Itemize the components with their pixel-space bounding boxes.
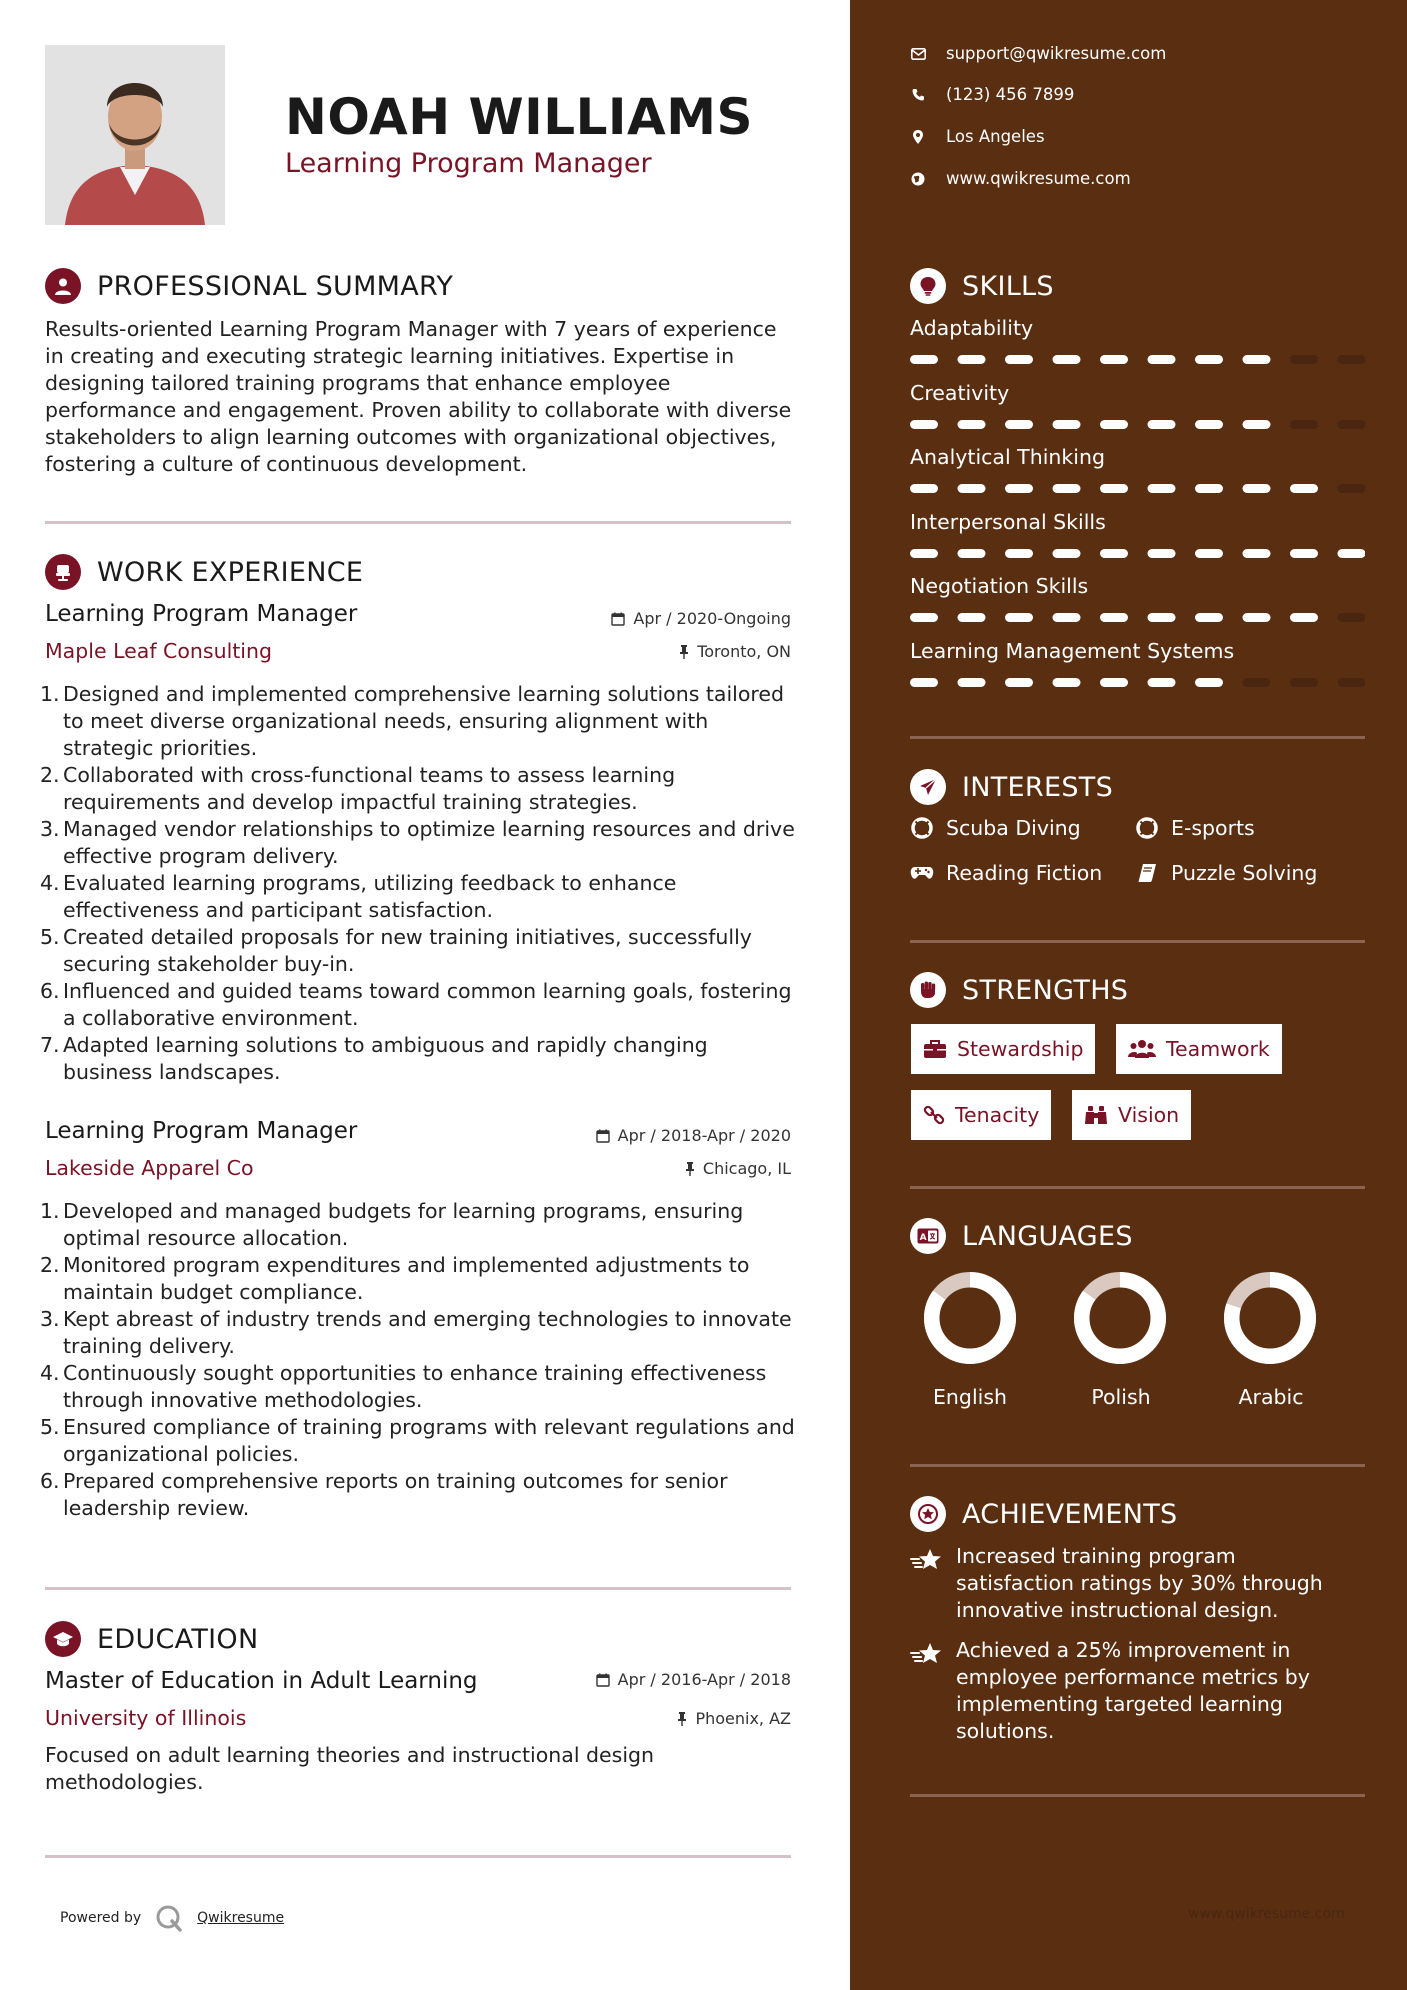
- languages-heading: LANGUAGES: [962, 1220, 1133, 1252]
- skill-level-segment: [1338, 420, 1366, 429]
- achievement-item: [910, 1637, 1350, 1745]
- skill-level-segment: [1243, 613, 1271, 622]
- divider: [45, 1587, 791, 1590]
- skill-level-segment: [1338, 678, 1366, 687]
- skill-level-segment: [1195, 355, 1223, 364]
- lifebuoy-icon: [1135, 816, 1159, 840]
- strength-tag: [1116, 1024, 1282, 1074]
- fist-icon: [910, 972, 946, 1008]
- skill-name: Adaptability: [910, 316, 1034, 340]
- skill-level-segment: [1148, 549, 1176, 558]
- interest-item: [1135, 816, 1255, 840]
- job-location: [679, 642, 791, 661]
- skill-level-segment: [1005, 549, 1033, 558]
- list-text: Designed and implemented comprehensive learning solutions tailored to meet diverse organizational needs, ensuring alignment with strategic priorities.: [63, 682, 785, 760]
- summary-text: Results-oriented Learning Program Manager with 7 years of experience in creating and executing strategic learning initiatives. Expertise in designing tailored training programs that enhance employee performance and engagement. Proven ability to collaborate with diverse stakeholders to align learning outcomes with organizational objectives, fostering a culture of continuous development.: [45, 317, 792, 476]
- interests-header: [910, 769, 1113, 805]
- skill-level-segment: [1148, 355, 1176, 364]
- language-ring-inner-edge: [940, 1288, 1000, 1348]
- profile-photo: [45, 45, 225, 225]
- list-text: Developed and managed budgets for learning programs, ensuring optimal resource allocation.: [63, 1199, 744, 1250]
- skill-level-segment: [958, 678, 986, 687]
- job-dates-text: Apr / 2020-Ongoing: [633, 609, 791, 628]
- pin-icon: [685, 1162, 695, 1176]
- list-number: 2.: [40, 1253, 60, 1277]
- phone-text: (123) 456 7899: [946, 85, 1075, 104]
- list-text: Monitored program expenditures and implemented adjustments to maintain budget compliance.: [63, 1253, 750, 1304]
- qwikresume-logo-icon: [155, 1904, 183, 1932]
- language-icon: [910, 1218, 946, 1254]
- skill-level-segment: [1338, 355, 1366, 364]
- skill-level-segment: [1195, 678, 1223, 687]
- list-item: [40, 1252, 800, 1306]
- summary-header: [45, 268, 453, 304]
- list-item: [40, 1198, 800, 1252]
- skill-level-segment: [1148, 484, 1176, 493]
- list-text: Continuously sought opportunities to enhance training effectiveness through innovative methodologies.: [63, 1361, 767, 1412]
- skill-level-segment: [1053, 549, 1081, 558]
- skill-level-segment: [1005, 678, 1033, 687]
- footer-site: www.qwikresume.com: [1188, 1906, 1345, 1922]
- skill-level-bar: [910, 678, 1365, 687]
- pin-icon: [677, 1712, 687, 1726]
- interests-heading: INTERESTS: [962, 771, 1114, 803]
- strength-label: Tenacity: [955, 1103, 1040, 1127]
- list-number: 4.: [40, 871, 60, 895]
- interest-label: Reading Fiction: [946, 861, 1103, 885]
- job-dates-text: Apr / 2018-Apr / 2020: [617, 1126, 791, 1145]
- skill-level-segment: [1338, 613, 1366, 622]
- list-item: [40, 816, 800, 870]
- skill-level-segment: [1053, 678, 1081, 687]
- language-name: Arabic: [1238, 1385, 1304, 1409]
- list-number: 3.: [40, 817, 60, 841]
- calendar-icon: [596, 1129, 610, 1143]
- list-item: [40, 870, 800, 924]
- skill-level-bar: [910, 484, 1365, 493]
- phone-icon: [910, 88, 926, 101]
- list-text: Evaluated learning programs, utilizing feedback to enhance effectiveness and participant satisfaction.: [63, 871, 677, 922]
- skill-level-segment: [1100, 678, 1128, 687]
- briefcase-chair-icon: [45, 554, 81, 590]
- list-number: 1.: [40, 1199, 60, 1223]
- divider: [45, 521, 791, 524]
- job-responsibilities: [40, 681, 800, 1086]
- location-text: Los Angeles: [946, 127, 1045, 146]
- svg-text:A: A: [919, 1233, 927, 1243]
- list-text: Kept abreast of industry trends and emerging technologies to innovate training delivery.: [63, 1307, 792, 1358]
- strength-tag: [911, 1090, 1051, 1140]
- list-number: 6.: [40, 979, 60, 1003]
- skill-level-segment: [958, 613, 986, 622]
- list-text: Collaborated with cross-functional teams to assess learning requirements and develop impactful training strategies.: [63, 763, 676, 814]
- list-item: [40, 1032, 800, 1086]
- skill-level-segment: [910, 355, 938, 364]
- divider: [45, 1855, 791, 1858]
- job-responsibilities: [40, 1198, 800, 1522]
- map-marker-icon: [910, 130, 926, 144]
- globe-icon: [910, 172, 926, 186]
- skill-level-segment: [1290, 613, 1318, 622]
- skill-level-segment: [1005, 613, 1033, 622]
- skill-level-segment: [1005, 420, 1033, 429]
- skill-level-segment: [1148, 613, 1176, 622]
- skill-level-segment: [1005, 355, 1033, 364]
- skill-level-segment: [1148, 678, 1176, 687]
- skill-level-segment: [1243, 420, 1271, 429]
- skill-level-segment: [910, 420, 938, 429]
- list-item: [40, 762, 800, 816]
- language-name: Polish: [1091, 1385, 1151, 1409]
- job-location-text: Chicago, IL: [702, 1159, 791, 1178]
- candidate-title: Learning Program Manager: [285, 148, 652, 179]
- experience-heading: WORK EXPERIENCE: [97, 556, 364, 588]
- skill-level-bar: [910, 549, 1365, 558]
- powered-by-label: Powered by: [60, 1910, 142, 1926]
- users-icon: [1128, 1039, 1156, 1059]
- skills-header: [910, 268, 1054, 304]
- skill-level-segment: [1290, 420, 1318, 429]
- skill-level-segment: [1195, 484, 1223, 493]
- school-name: University of Illinois: [45, 1706, 247, 1730]
- strength-tag: [1072, 1090, 1191, 1140]
- skill-name: Learning Management Systems: [910, 638, 1235, 663]
- education-location-text: Phoenix, AZ: [695, 1709, 791, 1728]
- interest-label: Puzzle Solving: [1171, 861, 1318, 885]
- list-text: Ensured compliance of training programs with relevant regulations and organizational policies.: [63, 1415, 795, 1466]
- list-item: [40, 1414, 800, 1468]
- website-text: www.qwikresume.com: [946, 169, 1131, 188]
- skill-level-bar: [910, 355, 1365, 364]
- list-text: Prepared comprehensive reports on training outcomes for senior leadership review.: [63, 1469, 728, 1520]
- star-badge-icon: [910, 1496, 946, 1532]
- skill-name: Negotiation Skills: [910, 574, 1089, 598]
- list-text: Managed vendor relationships to optimize learning resources and drive effective program delivery.: [63, 817, 795, 868]
- skill-level-segment: [1100, 355, 1128, 364]
- job-title: Learning Program Manager: [45, 1118, 358, 1144]
- skill-level-segment: [1243, 678, 1271, 687]
- list-text: Adapted learning solutions to ambiguous and rapidly changing business landscapes.: [63, 1033, 708, 1084]
- education-header: [45, 1621, 258, 1657]
- list-number: 3.: [40, 1307, 60, 1331]
- divider: [910, 940, 1365, 943]
- interest-item: [910, 816, 1081, 840]
- candidate-name: NOAH WILLIAMS: [285, 88, 753, 146]
- education-dates: [596, 1670, 791, 1689]
- language-name: English: [932, 1385, 1008, 1409]
- skill-level-segment: [1243, 484, 1271, 493]
- skill-level-segment: [1195, 420, 1223, 429]
- skill-name: Creativity: [910, 380, 1010, 405]
- skill-level-segment: [1005, 484, 1033, 493]
- education-heading: EDUCATION: [97, 1623, 259, 1655]
- skill-level-bar: [910, 613, 1365, 622]
- gamepad-icon: [910, 861, 934, 885]
- skill-level-segment: [1053, 484, 1081, 493]
- skill-level-segment: [1195, 549, 1223, 558]
- book-icon: [1135, 861, 1159, 885]
- list-item: [40, 1306, 800, 1360]
- envelope-icon: [910, 48, 926, 60]
- skill-level-segment: [958, 484, 986, 493]
- list-item: [40, 1360, 800, 1414]
- email-text: support@qwikresume.com: [946, 44, 1167, 63]
- languages-header: [910, 1218, 1133, 1254]
- list-item: [40, 924, 800, 978]
- language-ring-inner-edge: [1090, 1288, 1150, 1348]
- list-item: [40, 681, 800, 762]
- job-dates: [596, 1126, 791, 1145]
- skill-level-segment: [1338, 549, 1366, 558]
- experience-header: [45, 554, 363, 590]
- contact-website: [910, 169, 1131, 188]
- job-location-text: Toronto, ON: [697, 642, 791, 661]
- strength-tag: [911, 1024, 1095, 1074]
- shooting-star-icon: [910, 1637, 944, 1745]
- skill-level-segment: [910, 613, 938, 622]
- list-number: 1.: [40, 682, 60, 706]
- language-ring-inner-edge: [1240, 1288, 1300, 1348]
- strength-label: Vision: [1118, 1103, 1180, 1127]
- list-text: Influenced and guided teams toward common learning goals, fostering a collaborative environment.: [63, 979, 792, 1030]
- achievements-heading: ACHIEVEMENTS: [962, 1498, 1178, 1530]
- skill-name: Interpersonal Skills: [910, 509, 1106, 534]
- achievement-text: Increased training program satisfaction ratings by 30% through innovative instructional design.: [956, 1544, 1323, 1622]
- list-number: 5.: [40, 925, 60, 949]
- job-company: Lakeside Apparel Co: [45, 1156, 254, 1180]
- skill-level-segment: [1243, 549, 1271, 558]
- skill-level-segment: [1195, 613, 1223, 622]
- skill-level-segment: [1100, 420, 1128, 429]
- divider: [910, 1186, 1365, 1189]
- list-number: 4.: [40, 1361, 60, 1385]
- skill-level-segment: [1100, 484, 1128, 493]
- strength-label: Teamwork: [1166, 1037, 1270, 1061]
- strengths-heading: STRENGTHS: [962, 974, 1129, 1006]
- divider: [910, 736, 1365, 739]
- list-text: Created detailed proposals for new training initiatives, successfully securing stakeholder buy-in.: [63, 925, 752, 976]
- lightbulb-icon: [910, 268, 946, 304]
- contact-email: [910, 44, 1166, 63]
- user-icon: [45, 268, 81, 304]
- strengths-header: [910, 972, 1128, 1008]
- powered-by: [60, 1904, 284, 1932]
- strength-label: Stewardship: [957, 1037, 1084, 1061]
- job-title: Learning Program Manager: [45, 601, 358, 627]
- list-number: 7.: [40, 1033, 60, 1057]
- divider: [910, 1794, 1365, 1797]
- skill-level-segment: [910, 484, 938, 493]
- list-item: [40, 1468, 800, 1522]
- binoculars-icon: [1084, 1105, 1108, 1125]
- skill-level-segment: [1290, 678, 1318, 687]
- skills-heading: SKILLS: [962, 270, 1054, 302]
- skill-level-segment: [958, 549, 986, 558]
- education-description: Focused on adult learning theories and instructional design methodologies.: [45, 1743, 655, 1794]
- skill-level-segment: [1148, 420, 1176, 429]
- job-company: Maple Leaf Consulting: [45, 639, 273, 663]
- list-number: 2.: [40, 763, 60, 787]
- skill-level-segment: [1100, 549, 1128, 558]
- skill-level-segment: [910, 678, 938, 687]
- skill-level-segment: [1053, 355, 1081, 364]
- skill-level-segment: [1243, 355, 1271, 364]
- link-icon: [923, 1104, 945, 1126]
- shooting-star-icon: [910, 1543, 944, 1624]
- education-location: [677, 1709, 791, 1728]
- interest-label: Scuba Diving: [946, 816, 1081, 840]
- contact-phone: [910, 85, 1074, 104]
- language-level-ring: [1072, 1270, 1168, 1366]
- achievements-header: [910, 1496, 1178, 1532]
- education-dates-text: Apr / 2016-Apr / 2018: [617, 1670, 791, 1689]
- skill-level-segment: [1100, 613, 1128, 622]
- list-item: [40, 978, 800, 1032]
- lifebuoy-icon: [910, 816, 934, 840]
- skill-level-segment: [1338, 484, 1366, 493]
- skill-level-segment: [1290, 484, 1318, 493]
- degree-title: Master of Education in Adult Learning: [45, 1668, 478, 1694]
- skill-level-segment: [1053, 420, 1081, 429]
- skill-level-segment: [958, 355, 986, 364]
- list-number: 5.: [40, 1415, 60, 1439]
- language-level-ring: [1222, 1270, 1318, 1366]
- graduation-cap-icon: [45, 1621, 81, 1657]
- briefcase-icon: [923, 1039, 947, 1059]
- achievement-text: Achieved a 25% improvement in employee performance metrics by implementing targeted learning solutions.: [956, 1638, 1310, 1743]
- language-level-ring: [922, 1270, 1018, 1366]
- interest-item: [1135, 861, 1317, 885]
- contact-location: [910, 127, 1045, 146]
- summary-heading: PROFESSIONAL SUMMARY: [97, 270, 454, 302]
- qwikresume-link[interactable]: Qwikresume: [197, 1910, 285, 1926]
- skill-level-segment: [1053, 613, 1081, 622]
- job-location: [685, 1159, 791, 1178]
- pin-icon: [679, 645, 689, 659]
- skill-level-bar: [910, 420, 1365, 429]
- skill-level-segment: [910, 549, 938, 558]
- achievement-item: [910, 1543, 1350, 1624]
- list-number: 6.: [40, 1469, 60, 1493]
- divider: [910, 1464, 1365, 1467]
- skill-level-segment: [1290, 355, 1318, 364]
- calendar-icon: [596, 1673, 610, 1687]
- paper-plane-icon: [910, 769, 946, 805]
- skill-level-segment: [1290, 549, 1318, 558]
- calendar-icon: [611, 612, 625, 626]
- interest-item: [910, 861, 1102, 885]
- interest-label: E-sports: [1171, 816, 1255, 840]
- skill-level-segment: [958, 420, 986, 429]
- job-dates: [611, 609, 791, 628]
- skill-name: Analytical Thinking: [910, 445, 1105, 469]
